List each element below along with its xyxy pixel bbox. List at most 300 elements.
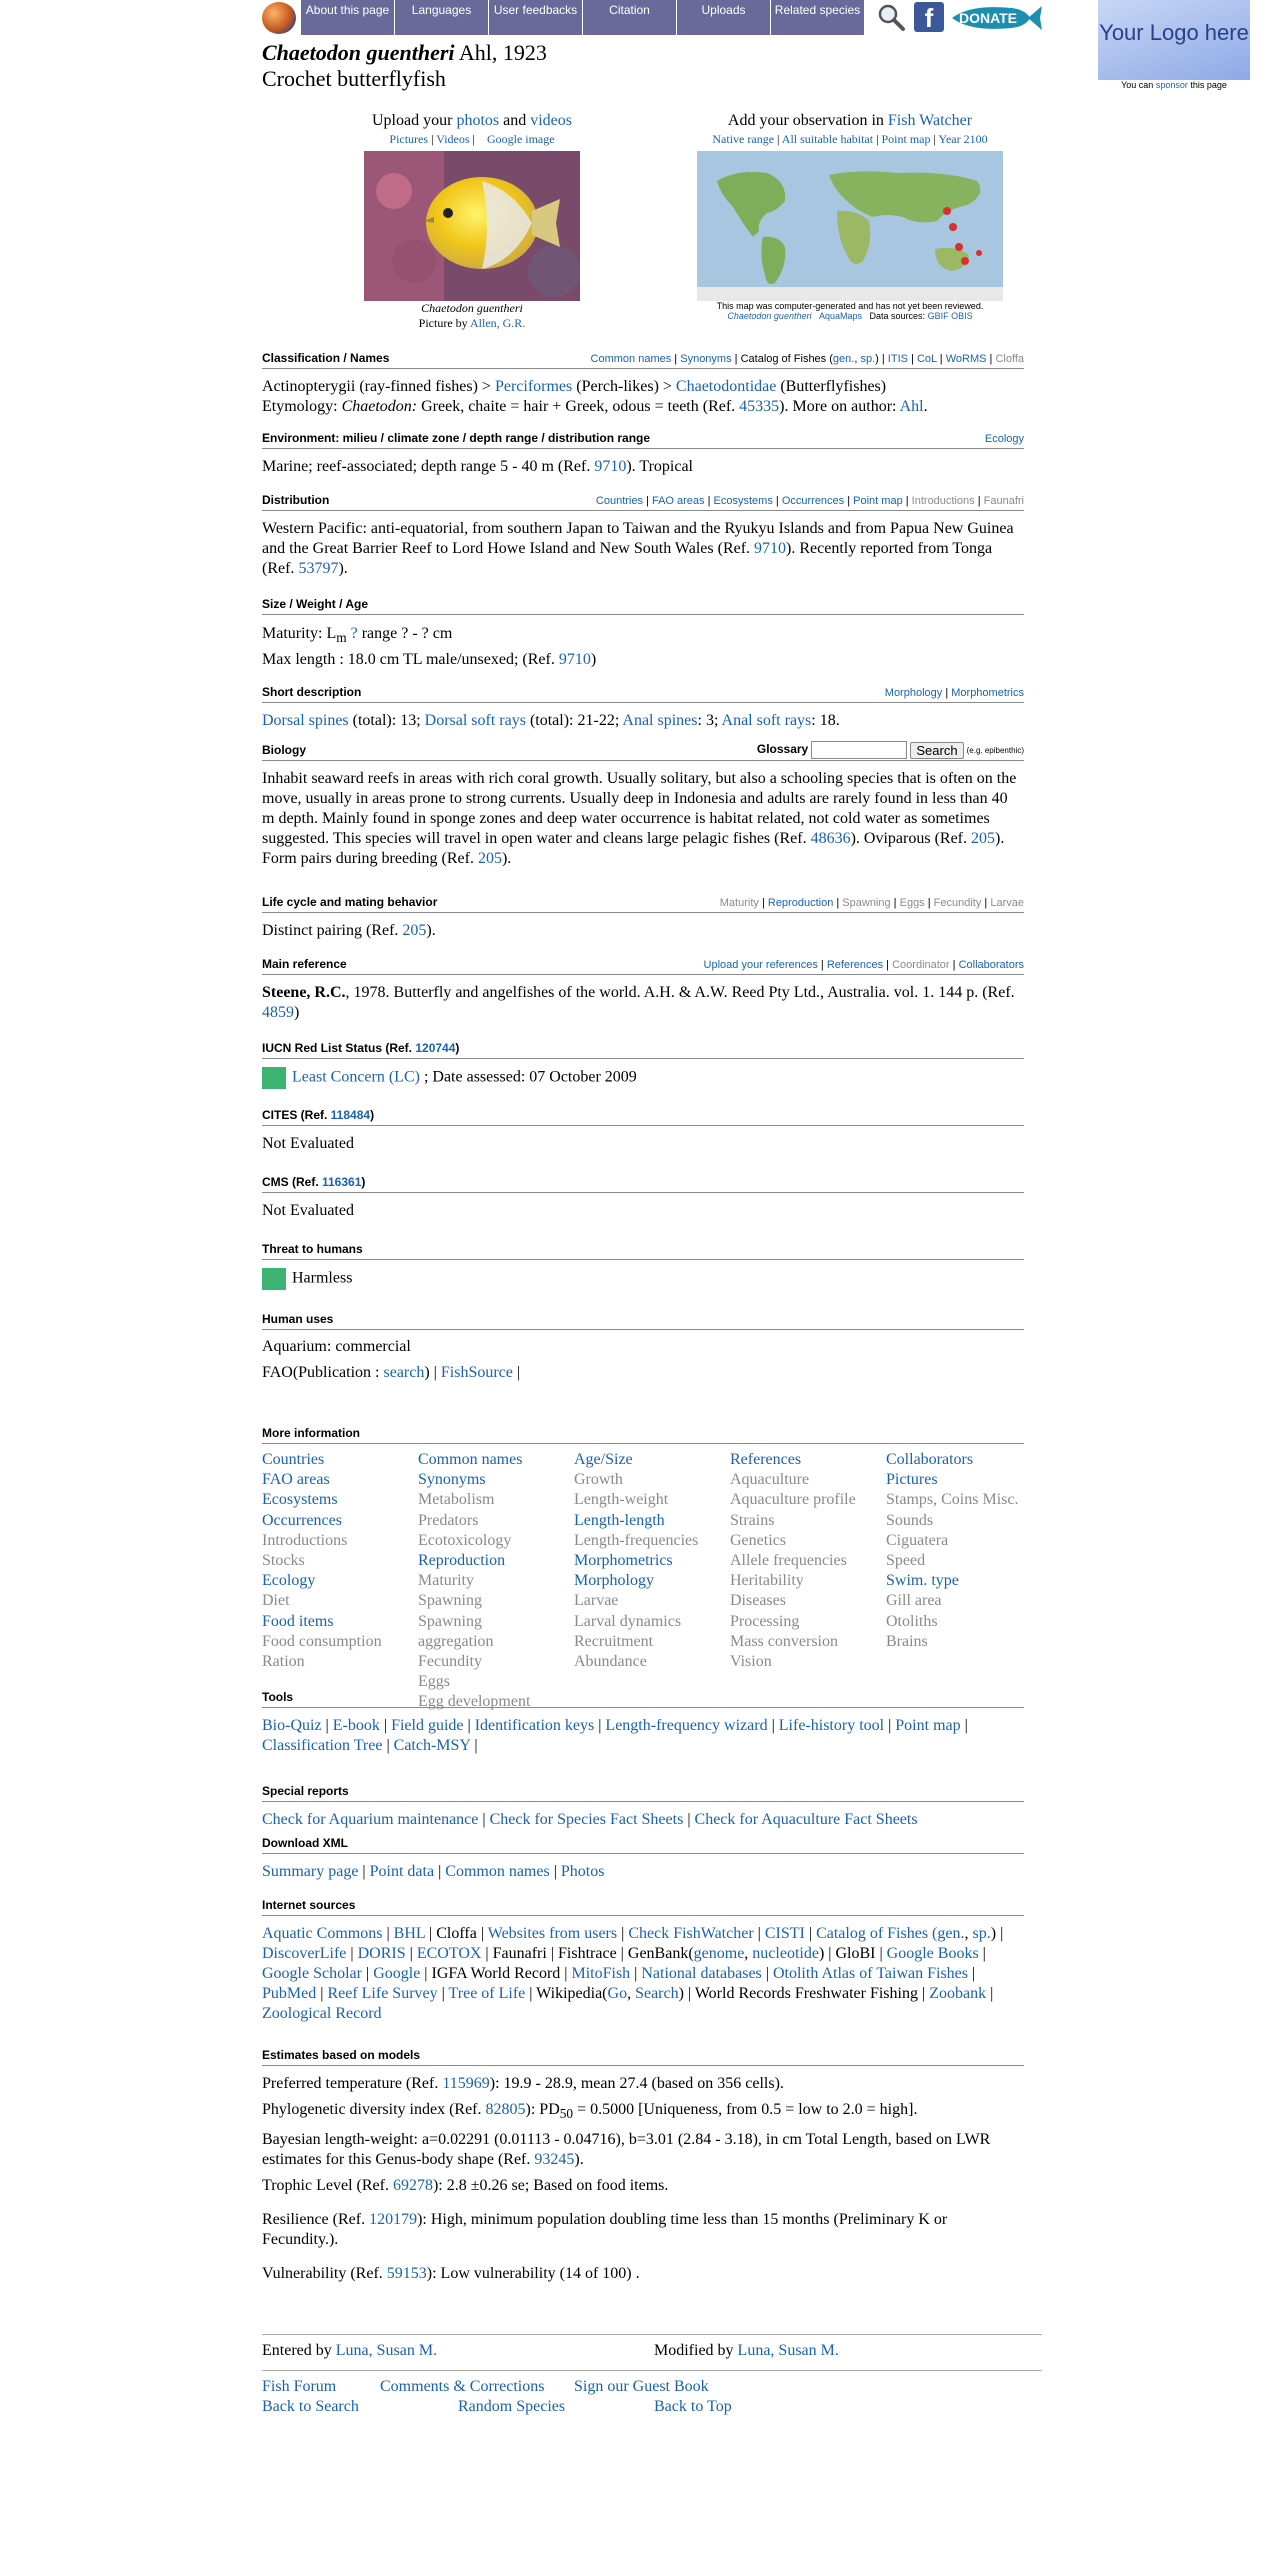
xml-common-names-link[interactable]: Common names bbox=[445, 1863, 550, 1880]
ref-link[interactable]: 59153 bbox=[386, 2265, 427, 2283]
main-reference-section bbox=[262, 957, 1024, 1023]
ref-link[interactable]: 69278 bbox=[392, 2177, 433, 2195]
more-info-fao-areas-link[interactable]: FAO areas bbox=[262, 1471, 330, 1489]
internet-discoverlife-link[interactable]: DiscoverLife bbox=[262, 1945, 347, 1962]
glossary-input[interactable] bbox=[811, 741, 907, 759]
environment-body: Marine; reef-associated; depth range 5 - 40 m (Ref. 9710). Tropical bbox=[262, 458, 693, 475]
xml-summary-page-link[interactable]: Summary page bbox=[262, 1863, 359, 1880]
internet-separator: | bbox=[316, 1985, 328, 2002]
internet-separator: , bbox=[964, 1925, 973, 1942]
anal-soft-rays-link[interactable]: Anal soft rays bbox=[721, 712, 812, 729]
ref-link[interactable]: 115969 bbox=[442, 2075, 490, 2092]
photo-links: Pictures | Videos | Google image bbox=[389, 132, 555, 146]
photo-author-link[interactable]: Allen, G.R. bbox=[469, 316, 526, 330]
more-info-predators: Predators bbox=[418, 1511, 479, 1529]
environment-heading: Environment: milieu / climate zone / depth range / distribution range Ecology bbox=[262, 431, 1024, 449]
more-info-ecosystems-link[interactable]: Ecosystems bbox=[262, 1491, 338, 1509]
map-sources: Chaetodon guentheri AquaMaps Data sources: GBIF OBIS bbox=[727, 311, 973, 321]
resilience: Resilience (Ref. 120179): High, minimum population doubling time less than 15 months (Preliminary K or Fecundity.). bbox=[262, 2211, 948, 2249]
internet-cisti-link[interactable]: CISTI bbox=[764, 1925, 805, 1942]
scientific-name: Chaetodon guentheri bbox=[262, 40, 455, 65]
order-link[interactable]: Perciformes bbox=[494, 378, 573, 395]
internet-doris-link[interactable]: DORIS bbox=[357, 1945, 406, 1962]
countries-link[interactable]: Countries bbox=[595, 495, 643, 507]
videos-link[interactable]: Videos bbox=[436, 132, 470, 146]
species-author: Ahl, 1923 bbox=[454, 40, 547, 65]
suitable-habitat-link[interactable]: All suitable habitat bbox=[781, 132, 874, 146]
modified-by-link[interactable]: Luna, Susan M. bbox=[737, 2342, 839, 2359]
distribution-section bbox=[262, 493, 1024, 579]
download-xml-section bbox=[262, 1836, 1024, 1882]
biology-heading: Biology Glossary Search (e.g. epibenthic) bbox=[262, 743, 1024, 761]
photo-credit: Picture by Allen, G.R. bbox=[418, 316, 526, 330]
internet-zoological-record-link[interactable]: Zoological Record bbox=[262, 2005, 382, 2022]
more-info-sounds: Sounds bbox=[886, 1511, 934, 1529]
upload-references-link[interactable]: Upload your references bbox=[703, 959, 818, 971]
more-info-length-length-link[interactable]: Length-length bbox=[574, 1511, 665, 1529]
ref-link[interactable]: 118484 bbox=[330, 1108, 371, 1122]
more-info-otoliths: Otoliths bbox=[886, 1612, 938, 1630]
fish-photo[interactable] bbox=[364, 151, 580, 301]
more-info-occurrences-link[interactable]: Occurrences bbox=[262, 1511, 342, 1529]
ref-link[interactable]: 53797 bbox=[298, 560, 339, 577]
special-report-check-for-aquaculture-fact-sheets-link[interactable]: Check for Aquaculture Fact Sheets bbox=[694, 1811, 918, 1828]
more-info-maturity: Maturity bbox=[418, 1572, 474, 1590]
nav-citation-button[interactable]: Citation bbox=[582, 0, 676, 35]
more-info-aquaculture: Aquaculture bbox=[730, 1471, 810, 1489]
more-info-age-size-link[interactable]: Age/Size bbox=[574, 1451, 633, 1468]
footer-divider bbox=[262, 2334, 1042, 2335]
download-xml-heading: Download XML bbox=[262, 1836, 1024, 1854]
footer-divider bbox=[262, 2370, 1042, 2371]
cms-section bbox=[262, 1175, 1024, 1221]
cites-heading: CITES (Ref. 118484) bbox=[262, 1108, 1024, 1126]
internet-catalog-of-fishes-link[interactable]: Catalog of Fishes ( bbox=[816, 1925, 938, 1942]
tool-life-history-tool-link[interactable]: Life-history tool bbox=[778, 1717, 885, 1734]
size-body bbox=[262, 623, 1024, 671]
more-info-strains: Strains bbox=[730, 1511, 775, 1529]
cms-heading: CMS (Ref. 116361) bbox=[262, 1175, 1024, 1193]
internet-mitofish-link[interactable]: MitoFish bbox=[571, 1965, 631, 1982]
internet-separator: | bbox=[753, 1925, 765, 1942]
estimates-heading: Estimates based on models bbox=[262, 2048, 1024, 2066]
internet-separator: | bbox=[968, 1965, 976, 1982]
size-section bbox=[262, 597, 1024, 671]
fao-areas-link[interactable]: FAO areas bbox=[651, 495, 705, 507]
environment-section bbox=[262, 431, 1024, 477]
more-info-vision: Vision bbox=[730, 1653, 772, 1671]
internet-separator: ) | GloBI | bbox=[818, 1945, 887, 1962]
internet-check-fishwatcher-link[interactable]: Check FishWatcher bbox=[628, 1925, 754, 1942]
lifecycle-heading: Life cycle and mating behavior Maturity | Reproduction | Spawning | Eggs | Fecundity | Larvae bbox=[262, 895, 1024, 913]
classification-section bbox=[262, 351, 1024, 417]
cites-section bbox=[262, 1108, 1024, 1154]
biology-body: Inhabit seaward reefs in areas with rich coral growth. Usually solitary, but also a schooling species that is often on the move, usually in areas prone to strong currents. Usually deep in Indonesia and adults are rarely found in less than 40 m depth. Mainly found in sponge zones and deep water occurrence is habitat related, not cold water as sometimes suggested. This species will travel in open water and cleans large pelagic fishes (Ref. 48636). Oviparous (Ref. 205). Form pairs during breeding (Ref. 205). bbox=[262, 770, 1017, 867]
iucn-status-swatch bbox=[262, 1067, 286, 1089]
cof-sp-link[interactable]: sp. bbox=[860, 353, 876, 365]
entered-by: Entered by Luna, Susan M. bbox=[262, 2342, 438, 2359]
more-info-allele-frequencies: Allele frequencies bbox=[730, 1552, 847, 1570]
ref-link[interactable]: 9710 bbox=[594, 458, 627, 475]
etymology-line: Etymology: Chaetodon: Greek, chaite = hair + Greek, odous = teeth (Ref. 45335). More on author: Ahl. bbox=[262, 398, 928, 415]
entered-by-link[interactable]: Luna, Susan M. bbox=[335, 2342, 438, 2359]
reproduction-link[interactable]: Reproduction bbox=[767, 897, 834, 909]
more-info-ecotoxicology: Ecotoxicology bbox=[418, 1531, 512, 1549]
more-info-food-consumption: Food consumption bbox=[262, 1632, 382, 1650]
threat-body: Harmless bbox=[262, 1268, 1024, 1290]
internet-bhl-link[interactable]: BHL bbox=[393, 1925, 426, 1942]
internet-sp-link[interactable]: sp. bbox=[972, 1925, 991, 1942]
ref-link[interactable]: 205 bbox=[477, 850, 502, 867]
threat-section bbox=[262, 1242, 1024, 1290]
internet-separator: | bbox=[405, 1945, 417, 1962]
internet-separator: | bbox=[617, 1925, 629, 1942]
fao-search-link[interactable]: search bbox=[383, 1364, 425, 1381]
more-info-growth: Growth bbox=[574, 1471, 623, 1489]
tool-catch-msy-link[interactable]: Catch-MSY bbox=[393, 1737, 471, 1754]
distribution-body: Western Pacific: anti-equatorial, from southern Japan to Taiwan and the Ryukyu Islands and from Papua New Guinea and the Great Barrier Reef to Lord Howe Island and New South Wales (Ref. 9710). Recently reported from Tonga (Ref. 53797). bbox=[262, 520, 1014, 577]
trophic-level: Trophic Level (Ref. 69278): 2.8 ±0.26 se; Based on food items. bbox=[262, 2177, 669, 2195]
fish-watcher-link[interactable]: Fish Watcher bbox=[887, 112, 973, 129]
tool-e-book-link[interactable]: E-book bbox=[332, 1717, 380, 1734]
more-info-recruitment: Recruitment bbox=[574, 1632, 654, 1650]
internet-separator: | bbox=[437, 1985, 449, 2002]
ref-link[interactable]: 205 bbox=[971, 830, 995, 847]
special-reports-section bbox=[262, 1784, 1024, 1830]
internet-separator: | bbox=[346, 1945, 358, 1962]
short-description-body: Dorsal spines (total): 13; Dorsal soft rays (total): 21-22; Anal spines: 3; Anal soft rays: 18. bbox=[262, 712, 840, 729]
internet-ecotox-link[interactable]: ECOTOX bbox=[416, 1945, 482, 1962]
vulnerability: Vulnerability (Ref. 59153): Low vulnerability (14 of 100) . bbox=[262, 2265, 640, 2283]
modified-by: Modified by Luna, Susan M. bbox=[654, 2342, 839, 2359]
ref-link[interactable]: 82805 bbox=[485, 2101, 526, 2118]
top-nav bbox=[300, 0, 864, 35]
tools-section bbox=[262, 1690, 1024, 1756]
fish-forum-link[interactable]: Fish Forum bbox=[262, 2378, 337, 2395]
tools-list: Bio-Quiz | E-book | Field guide | Identification keys | Length-frequency wizard | Life-history tool | Point map | Classification Tree | Catch-MSY | bbox=[262, 1717, 968, 1754]
more-information-section bbox=[262, 1426, 1024, 1444]
more-info-spawning: Spawning bbox=[418, 1612, 482, 1630]
internet-sources-list bbox=[262, 1924, 1024, 2024]
nav-user-feedbacks-button[interactable]: User feedbacks bbox=[488, 0, 582, 35]
estimates-body bbox=[262, 2074, 1024, 2284]
ref-link[interactable]: 93245 bbox=[534, 2151, 575, 2169]
more-info-larvae: Larvae bbox=[574, 1592, 619, 1610]
more-info-fecundity: Fecundity bbox=[418, 1653, 482, 1671]
internet-sources-section bbox=[262, 1898, 1024, 2024]
ref-link[interactable]: 120179 bbox=[369, 2211, 418, 2229]
ref-link[interactable]: 9710 bbox=[754, 540, 787, 557]
ref-link[interactable]: 9710 bbox=[558, 651, 591, 669]
harmless-swatch bbox=[262, 1268, 286, 1290]
map-links: Native range | All suitable habitat | Point map | Year 2100 bbox=[712, 132, 988, 146]
fishsource-link[interactable]: FishSource bbox=[440, 1364, 513, 1381]
more-info-ecology-link[interactable]: Ecology bbox=[262, 1572, 316, 1590]
sponsor-note: You can sponsor this page bbox=[1121, 80, 1227, 90]
more-info-common-names-link[interactable]: Common names bbox=[418, 1451, 523, 1468]
guest-book-link[interactable]: Sign our Guest Book bbox=[574, 2378, 709, 2395]
back-to-top-link[interactable]: Back to Top bbox=[654, 2398, 732, 2415]
native-range-link[interactable]: Native range bbox=[712, 132, 775, 146]
collaborators-link[interactable]: Collaborators bbox=[958, 959, 1024, 971]
upload-videos-link[interactable]: videos bbox=[530, 112, 572, 129]
internet-separator: ) | bbox=[990, 1925, 1004, 1942]
internet-separator: | IGFA World Record | bbox=[420, 1965, 572, 1982]
more-info-brains: Brains bbox=[886, 1632, 928, 1650]
ref-link[interactable]: 120744 bbox=[415, 1041, 456, 1055]
sponsor-logo-placeholder[interactable]: Your Logo here bbox=[1098, 0, 1250, 80]
family-link[interactable]: Chaetodontidae bbox=[675, 378, 777, 395]
aquamaps-link[interactable]: AquaMaps bbox=[818, 311, 863, 321]
more-info-diseases: Diseases bbox=[730, 1592, 786, 1610]
more-info-swim-type-link[interactable]: Swim. type bbox=[886, 1572, 959, 1590]
human-uses-section bbox=[262, 1312, 1024, 1386]
obis-link[interactable]: OBIS bbox=[951, 311, 973, 321]
tool-bio-quiz-link[interactable]: Bio-Quiz bbox=[262, 1717, 322, 1734]
more-info-column bbox=[574, 1450, 730, 1713]
nav-about-button[interactable]: About this page bbox=[300, 0, 394, 35]
more-info-stamps-coins-misc: Stamps, Coins Misc. bbox=[886, 1491, 1019, 1509]
phylogenetic-diversity: Phylogenetic diversity index (Ref. 82805): $PD_{50} = 0.5000$ [Uniqueness, from 0.5 = low to 2.0 = high]. bbox=[262, 2101, 918, 2122]
more-info-egg-development: Egg development bbox=[418, 1693, 531, 1711]
synonyms-link[interactable]: Synonyms bbox=[680, 353, 732, 365]
nav-related-species-button[interactable]: Related species bbox=[770, 0, 864, 35]
occurrences-link[interactable]: Occurrences bbox=[781, 495, 845, 507]
tool-classification-tree-link[interactable]: Classification Tree bbox=[262, 1737, 383, 1754]
photo-panel bbox=[262, 112, 682, 331]
preferred-temperature: Preferred temperature (Ref. 115969): 19.9 - 28.9, mean 27.4 (based on 356 cells). bbox=[262, 2075, 784, 2092]
ref-link[interactable]: 45335 bbox=[739, 398, 780, 415]
more-info-stocks: Stocks bbox=[262, 1552, 305, 1570]
biology-section bbox=[262, 743, 1024, 869]
itis-link[interactable]: ITIS bbox=[887, 353, 908, 365]
more-info-pictures-link[interactable]: Pictures bbox=[886, 1471, 938, 1489]
back-to-search-link[interactable]: Back to Search bbox=[262, 2398, 359, 2415]
more-info-aquaculture-profile: Aquaculture profile bbox=[730, 1491, 856, 1509]
more-info-metabolism: Metabolism bbox=[418, 1491, 495, 1509]
more-info-ciguatera: Ciguatera bbox=[886, 1531, 949, 1549]
species-title bbox=[262, 40, 547, 66]
more-info-speed: Speed bbox=[886, 1552, 926, 1570]
google-image-link[interactable]: Google image bbox=[486, 132, 555, 146]
internet-go-link[interactable]: Go bbox=[607, 1985, 628, 2002]
ecology-link[interactable]: Ecology bbox=[984, 433, 1024, 445]
fishbase-globe-icon[interactable] bbox=[262, 2, 296, 34]
anal-spines-link[interactable]: Anal spines bbox=[622, 712, 698, 729]
more-info-heritability: Heritability bbox=[730, 1572, 804, 1590]
internet-zoobank-link[interactable]: Zoobank bbox=[929, 1985, 987, 2002]
more-info-collaborators-link[interactable]: Collaborators bbox=[886, 1451, 974, 1468]
ref-link[interactable]: 205 bbox=[402, 922, 427, 939]
iucn-section bbox=[262, 1041, 1024, 1089]
more-info-abundance: Abundance bbox=[574, 1653, 647, 1671]
classification-heading: Classification / Names Common names | Synonyms | Catalog of Fishes (gen., sp.) | ITIS | CoL | WoRMS | Cloffa bbox=[262, 351, 1024, 369]
maturity-line: Maturity: $L_m$ ? range ? - ? cm bbox=[262, 625, 453, 646]
internet-google-link[interactable]: Google bbox=[373, 1965, 421, 1982]
internet-separator: | bbox=[382, 1925, 394, 1942]
more-info-mass-conversion: Mass conversion bbox=[730, 1632, 838, 1650]
common-names-link[interactable]: Common names bbox=[590, 353, 672, 365]
internet-sources-heading: Internet sources bbox=[262, 1898, 1024, 1916]
glossary-search: Glossary Search (e.g. epibenthic) bbox=[756, 741, 1024, 758]
point-map-link[interactable]: Point map bbox=[881, 132, 931, 146]
human-uses-heading: Human uses bbox=[262, 1312, 1024, 1330]
download-xml-list: Summary page | Point data | Common names | Photos bbox=[262, 1863, 605, 1880]
main-reference-body: Steene, R.C., 1978. Butterfly and angelfishes of the world. A.H. & A.W. Reed Pty Ltd., Australia. vol. 1. 144 p. (Ref. 4859) bbox=[262, 984, 1015, 1021]
gbif-link[interactable]: GBIF bbox=[927, 311, 949, 321]
more-info-introductions: Introductions bbox=[262, 1531, 348, 1549]
dorsal-spines-link[interactable]: Dorsal spines bbox=[262, 712, 349, 729]
more-info-larval-dynamics: Larval dynamics bbox=[574, 1612, 682, 1630]
more-info-morphometrics-link[interactable]: Morphometrics bbox=[574, 1552, 673, 1570]
tool-point-map-link[interactable]: Point map bbox=[895, 1717, 961, 1734]
internet-otolith-atlas-of-taiwan-fishes-link[interactable]: Otolith Atlas of Taiwan Fishes bbox=[772, 1965, 969, 1982]
tools-heading: Tools bbox=[262, 1690, 1024, 1708]
internet-gen-link[interactable]: gen. bbox=[937, 1925, 965, 1942]
donate-button[interactable] bbox=[950, 4, 1042, 32]
internet-national-databases-link[interactable]: National databases bbox=[641, 1965, 762, 1982]
more-info-countries-link[interactable]: Countries bbox=[262, 1451, 325, 1468]
more-information-heading: More information bbox=[262, 1426, 1024, 1444]
taxonomy-line: Actinopterygii (ray-finned fishes) > Perciformes (Perch-likes) > Chaetodontidae (Butterflyfishes) bbox=[262, 378, 887, 395]
more-info-column bbox=[886, 1450, 1042, 1713]
max-length-line: Max length : 18.0 cm TL male/unsexed; (Ref. 9710) bbox=[262, 651, 597, 669]
more-info-ration: Ration bbox=[262, 1653, 305, 1671]
nav-languages-button[interactable]: Languages bbox=[394, 0, 488, 35]
more-info-reproduction-link[interactable]: Reproduction bbox=[418, 1552, 506, 1570]
iucn-heading: IUCN Red List Status (Ref. 120744) bbox=[262, 1041, 1024, 1059]
lifecycle-section bbox=[262, 895, 1024, 941]
random-species-link[interactable]: Random Species bbox=[458, 2398, 566, 2415]
internet-separator: | bbox=[978, 1945, 986, 1962]
col-link[interactable]: CoL bbox=[916, 353, 937, 365]
map-panel bbox=[680, 112, 1020, 321]
internet-aquatic-commons-link[interactable]: Aquatic Commons bbox=[262, 1925, 383, 1942]
tool-field-guide-link[interactable]: Field guide bbox=[391, 1717, 464, 1734]
internet-tree-of-life-link[interactable]: Tree of Life bbox=[448, 1985, 526, 2002]
common-name: Crochet butterflyfish bbox=[262, 66, 446, 91]
nav-uploads-button[interactable]: Uploads bbox=[676, 0, 770, 35]
photo-caption: Chaetodon guentheri bbox=[421, 301, 523, 315]
internet-pubmed-link[interactable]: PubMed bbox=[262, 1985, 317, 2002]
xml-point-data-link[interactable]: Point data bbox=[369, 1863, 435, 1880]
more-info-processing: Processing bbox=[730, 1612, 800, 1630]
short-description-heading: Short description Morphology | Morphometrics bbox=[262, 685, 1024, 703]
internet-websites-from-users-link[interactable]: Websites from users bbox=[487, 1925, 618, 1942]
more-info-length-frequencies: Length-frequencies bbox=[574, 1531, 699, 1549]
internet-separator: , bbox=[627, 1985, 636, 2002]
lifecycle-body: Distinct pairing (Ref. 205). bbox=[262, 922, 436, 939]
internet-reef-life-survey-link[interactable]: Reef Life Survey bbox=[327, 1985, 438, 2002]
more-info-synonyms-link[interactable]: Synonyms bbox=[418, 1471, 486, 1489]
distribution-heading: Distribution Countries | FAO areas | Ecosystems | Occurrences | Point map | Introductions | Faunafri bbox=[262, 493, 1024, 511]
size-heading: Size / Weight / Age bbox=[262, 597, 1024, 615]
more-info-eggs: Eggs bbox=[418, 1673, 450, 1691]
classification-body bbox=[262, 377, 1024, 417]
more-info-aggregation: aggregation bbox=[418, 1632, 494, 1650]
internet-google-scholar-link[interactable]: Google Scholar bbox=[262, 1965, 362, 1982]
internet-genome-link[interactable]: genome bbox=[693, 1945, 745, 1962]
comments-corrections-link[interactable]: Comments & Corrections bbox=[380, 2378, 545, 2395]
xml-photos-link[interactable]: Photos bbox=[560, 1863, 605, 1880]
tool-identification-keys-link[interactable]: Identification keys bbox=[474, 1717, 595, 1734]
morphology-link[interactable]: Morphology bbox=[884, 687, 943, 699]
observation-heading: Add your observation in Fish Watcher bbox=[727, 112, 973, 129]
internet-nucleotide-link[interactable]: nucleotide bbox=[752, 1945, 819, 1962]
map-species-link[interactable]: Chaetodon guentheri bbox=[727, 311, 812, 321]
ref-link[interactable]: 116361 bbox=[322, 1175, 362, 1189]
distribution-map[interactable] bbox=[697, 151, 1003, 301]
pictures-link[interactable]: Pictures bbox=[389, 132, 429, 146]
maturity-link[interactable]: ? bbox=[346, 625, 358, 642]
sponsor-link[interactable]: sponsor bbox=[1155, 80, 1188, 90]
references-link[interactable]: References bbox=[826, 959, 884, 971]
more-info-food-items-link[interactable]: Food items bbox=[262, 1612, 334, 1630]
more-info-genetics: Genetics bbox=[730, 1531, 786, 1549]
ref-link[interactable]: 4859 bbox=[262, 1004, 294, 1021]
morphometrics-link[interactable]: Morphometrics bbox=[951, 687, 1024, 699]
map-note: This map was computer-generated and has not yet been reviewed. bbox=[716, 301, 984, 311]
more-info-column bbox=[418, 1450, 574, 1713]
point-map-link[interactable]: Point map bbox=[853, 495, 903, 507]
glossary-search-button[interactable]: Search bbox=[910, 742, 963, 759]
upload-photos-link[interactable]: photos bbox=[456, 112, 500, 129]
internet-separator: | bbox=[761, 1965, 773, 1982]
more-info-references-link[interactable]: References bbox=[730, 1451, 802, 1468]
search-icon[interactable] bbox=[876, 2, 906, 32]
tool-length-frequency-wizard-link[interactable]: Length-frequency wizard bbox=[605, 1717, 768, 1734]
bayesian-length-weight: Bayesian length-weight: a=0.02291 (0.01113 - 0.04716), b=3.01 (2.84 - 3.18), in cm Total Length, based on LWR estimates for this Genus-body shape (Ref. 93245). bbox=[262, 2131, 991, 2169]
more-info-length-weight: Length-weight bbox=[574, 1491, 669, 1509]
ecosystems-link[interactable]: Ecosystems bbox=[713, 495, 773, 507]
upload-heading: Upload your photos and videos bbox=[372, 112, 572, 129]
year-2100-link[interactable]: Year 2100 bbox=[938, 132, 988, 146]
author-link[interactable]: Ahl bbox=[899, 398, 924, 415]
more-info-morphology-link[interactable]: Morphology bbox=[574, 1572, 654, 1590]
more-info-spawning: Spawning bbox=[418, 1592, 482, 1610]
human-uses-body: Aquarium: commercial FAO(Publication : search) | FishSource | bbox=[262, 1338, 521, 1381]
facebook-icon[interactable]: f bbox=[914, 2, 944, 32]
iucn-status-link[interactable]: Least Concern (LC) bbox=[292, 1068, 420, 1086]
dorsal-soft-rays-link[interactable]: Dorsal soft rays bbox=[424, 712, 526, 729]
more-info-gill-area: Gill area bbox=[886, 1592, 942, 1610]
estimates-section bbox=[262, 2048, 1024, 2284]
main-reference-heading: Main reference Upload your references | References | Coordinator | Collaborators bbox=[262, 957, 1024, 975]
internet-separator: | Cloffa | bbox=[425, 1925, 488, 1942]
special-report-check-for-aquarium-maintenance-link[interactable]: Check for Aquarium maintenance bbox=[262, 1811, 479, 1828]
internet-separator: | bbox=[804, 1925, 817, 1942]
more-info-column bbox=[262, 1450, 418, 1713]
cof-gen-link[interactable]: gen. bbox=[832, 353, 855, 365]
special-reports-list: Check for Aquarium maintenance | Check for Species Fact Sheets | Check for Aquaculture Fact Sheets bbox=[262, 1811, 918, 1828]
internet-google-books-link[interactable]: Google Books bbox=[886, 1945, 979, 1962]
internet-separator: , bbox=[744, 1945, 753, 1962]
internet-separator: | Faunafri | Fishtrace | GenBank( bbox=[481, 1945, 694, 1962]
internet-separator: | bbox=[361, 1965, 374, 1982]
internet-separator: | Wikipedia( bbox=[525, 1985, 608, 2002]
worms-link[interactable]: WoRMS bbox=[945, 353, 987, 365]
internet-separator: | bbox=[986, 1985, 994, 2002]
internet-search-link[interactable]: Search bbox=[635, 1985, 679, 2002]
internet-separator: | bbox=[630, 1965, 642, 1982]
cites-body: Not Evaluated bbox=[262, 1135, 354, 1152]
more-info-column bbox=[730, 1450, 886, 1713]
donate-label: DONATE bbox=[958, 10, 1018, 26]
special-report-check-for-species-fact-sheets-link[interactable]: Check for Species Fact Sheets bbox=[489, 1811, 684, 1828]
classification-links: Common names | Synonyms | Catalog of Fishes (gen., sp.) | ITIS | CoL | WoRMS | Cloffa bbox=[590, 353, 1024, 365]
ref-link[interactable]: 48636 bbox=[810, 830, 851, 847]
internet-separator: ) | World Records Freshwater Fishing | bbox=[678, 1985, 930, 2002]
